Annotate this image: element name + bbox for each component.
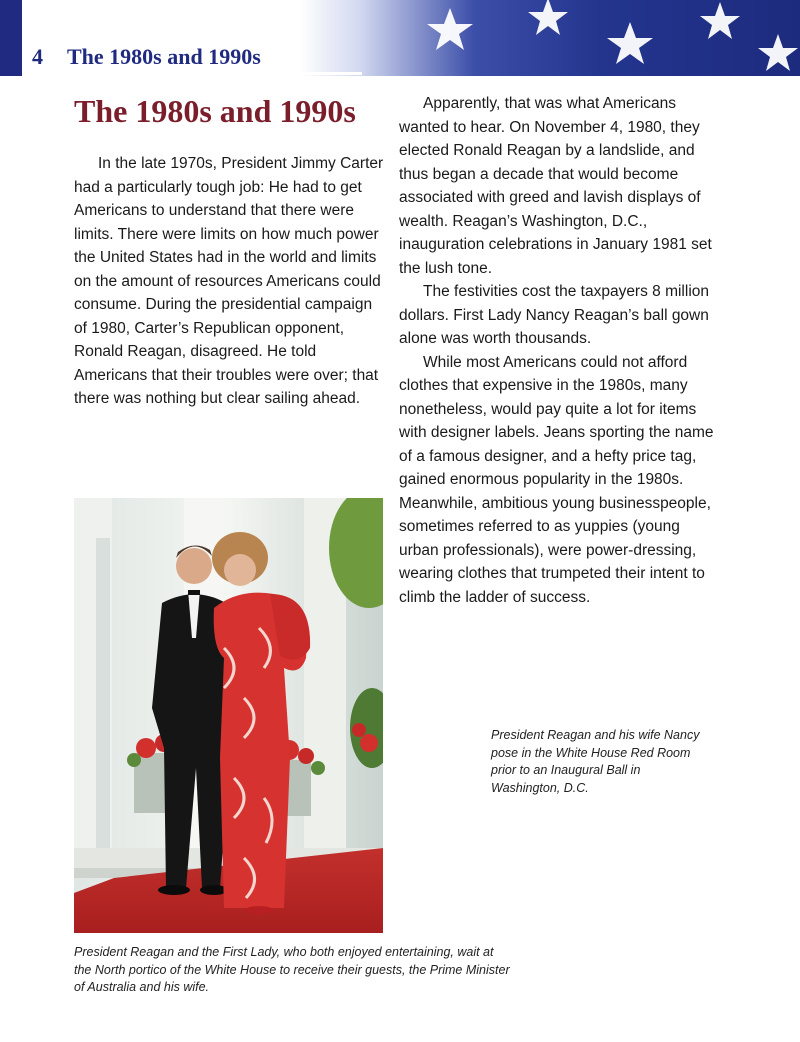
running-title: The 1980s and 1990s xyxy=(67,44,261,69)
side-caption: President Reagan and his wife Nancy pose in the White House Red Room prior to an Inaugural Ball in Washington, D.C. xyxy=(491,728,700,795)
star-flag-icon xyxy=(300,0,800,76)
paragraph: Apparently, that was what Americans wanted to hear. On November 4, 1980, they elected Ronald Reagan by a landslide, and thus began a decade that would become associated with greed and lavish displays of wealth. Reagan’s Washington, D.C., inauguration celebrations in January 1981 set the lush tone. xyxy=(399,95,712,277)
photo-caption: President Reagan and the First Lady, who both enjoyed entertaining, wait at the North portico of the White House to receive their guests, the Prime Minister of Australia and his wife. xyxy=(74,945,510,994)
chapter-title: The 1980s and 1990s xyxy=(74,93,356,129)
left-column xyxy=(74,92,386,411)
paragraph: In the late 1970s, President Jimmy Carter had a particularly tough job: He had to get Americans to understand that there were limits. There were limits on how much power the United States had in the world and limits on the amount of resources Americans could consume. During the presidential campaign of 1980, Carter’s Republican opponent, Ronald Reagan, disagreed. He told Americans that their troubles were over; that there was nothing but clear sailing ahead. xyxy=(74,155,384,407)
right-column xyxy=(399,92,719,609)
header-rule xyxy=(22,72,362,75)
left-body-text xyxy=(74,152,386,411)
right-body-text xyxy=(399,92,719,609)
page-number: 4 xyxy=(32,44,43,69)
header-tab xyxy=(0,0,22,76)
paragraph: While most Americans could not afford clothes that expensive in the 1980s, many nonetheless, would pay quite a lot for items with designer labels. Jeans sporting the name of a famous designer, and a hefty price tag, gained enormous popularity in the 1980s. Meanwhile, ambitious young businesspeople, sometimes referred to as yuppies (young urban professionals), were power-dressing, wearing clothes that trumpeted their intent to climb the ladder of success. xyxy=(399,353,714,606)
running-head xyxy=(32,44,261,70)
reagan-photo xyxy=(74,498,383,933)
paragraph: The festivities cost the taxpayers 8 million dollars. First Lady Nancy Reagan’s ball gown alone was worth thousands. xyxy=(399,283,710,347)
